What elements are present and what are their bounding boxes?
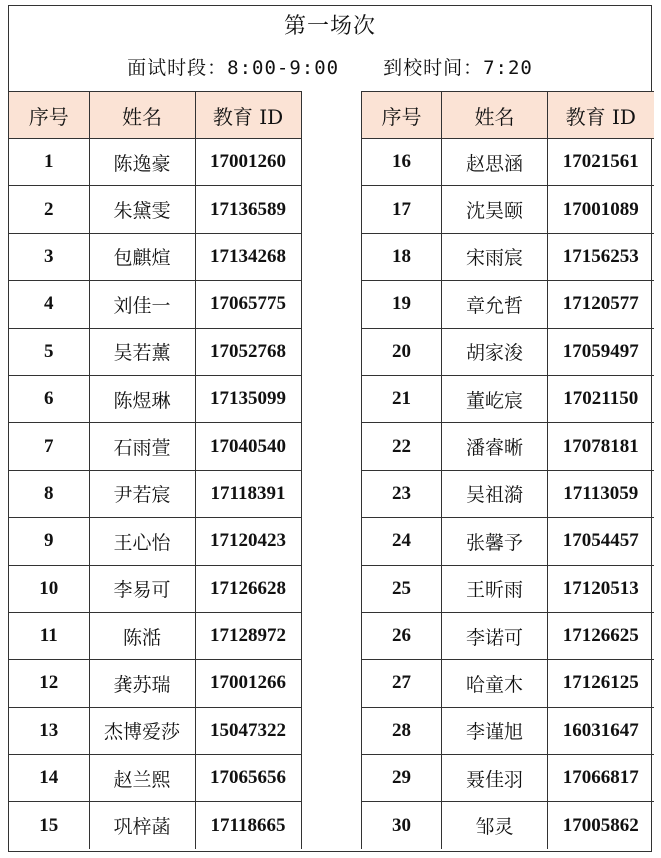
row-number: 9 xyxy=(9,518,89,565)
row-number: 21 xyxy=(362,375,442,422)
education-id: 15047322 xyxy=(195,707,301,754)
row-number: 29 xyxy=(362,755,442,802)
education-id: 17021561 xyxy=(548,139,654,186)
education-id: 17118665 xyxy=(195,802,301,849)
table-row xyxy=(362,423,654,470)
student-name: 陈逸豪 xyxy=(89,139,195,186)
row-number: 2 xyxy=(9,186,89,233)
table-row xyxy=(9,802,301,849)
table-row xyxy=(9,612,301,659)
student-name: 杰博爱莎 xyxy=(89,707,195,754)
education-id: 17052768 xyxy=(195,328,301,375)
column-header-edu-id: 教育 ID xyxy=(195,92,301,139)
student-name: 王心怡 xyxy=(89,518,195,565)
education-id: 17120423 xyxy=(195,518,301,565)
education-id: 17118391 xyxy=(195,470,301,517)
interview-period: 面试时段：8:00-9:00 xyxy=(127,57,340,79)
row-number: 26 xyxy=(362,612,442,659)
education-id: 17059497 xyxy=(548,328,654,375)
schedule-sheet xyxy=(8,5,652,852)
row-number: 6 xyxy=(9,375,89,422)
row-number: 23 xyxy=(362,470,442,517)
education-id: 17135099 xyxy=(195,375,301,422)
arrival-time: 到校时间：7:20 xyxy=(383,57,533,79)
row-number: 14 xyxy=(9,755,89,802)
row-number: 8 xyxy=(9,470,89,517)
student-name: 包麒煊 xyxy=(89,233,195,280)
student-name: 李诺可 xyxy=(442,612,548,659)
row-number: 16 xyxy=(362,139,442,186)
row-number: 27 xyxy=(362,660,442,707)
student-name: 哈童木 xyxy=(442,660,548,707)
column-header-number: 序号 xyxy=(9,92,89,139)
row-number: 28 xyxy=(362,707,442,754)
column-header-name: 姓名 xyxy=(89,92,195,139)
table-row xyxy=(9,518,301,565)
student-name: 赵兰熙 xyxy=(89,755,195,802)
education-id: 17120513 xyxy=(548,565,654,612)
student-name: 陈煜琳 xyxy=(89,375,195,422)
table-row xyxy=(9,565,301,612)
student-name: 刘佳一 xyxy=(89,281,195,328)
education-id: 17126625 xyxy=(548,612,654,659)
education-id: 16031647 xyxy=(548,707,654,754)
student-name: 尹若宸 xyxy=(89,470,195,517)
table-row xyxy=(362,281,654,328)
education-id: 17066817 xyxy=(548,755,654,802)
education-id: 17001089 xyxy=(548,186,654,233)
row-number: 5 xyxy=(9,328,89,375)
student-name: 李易可 xyxy=(89,565,195,612)
table-row xyxy=(362,470,654,517)
education-id: 17040540 xyxy=(195,423,301,470)
education-id: 17078181 xyxy=(548,423,654,470)
student-name: 聂佳羽 xyxy=(442,755,548,802)
table-header-row xyxy=(9,92,301,139)
education-id: 17065656 xyxy=(195,755,301,802)
row-number: 12 xyxy=(9,660,89,707)
table-row xyxy=(9,233,301,280)
education-id: 17128972 xyxy=(195,612,301,659)
student-name: 潘睿晰 xyxy=(442,423,548,470)
table-row xyxy=(362,233,654,280)
student-name: 宋雨宸 xyxy=(442,233,548,280)
table-row xyxy=(362,186,654,233)
student-name: 吴若薰 xyxy=(89,328,195,375)
table-row xyxy=(362,660,654,707)
education-id: 17005862 xyxy=(548,802,654,849)
table-row xyxy=(9,707,301,754)
table-row xyxy=(9,375,301,422)
row-number: 24 xyxy=(362,518,442,565)
row-number: 19 xyxy=(362,281,442,328)
education-id: 17113059 xyxy=(548,470,654,517)
row-number: 30 xyxy=(362,802,442,849)
table-row xyxy=(362,612,654,659)
row-number: 11 xyxy=(9,612,89,659)
student-name: 吴祖漪 xyxy=(442,470,548,517)
row-number: 22 xyxy=(362,423,442,470)
table-header-row xyxy=(362,92,654,139)
table-row xyxy=(362,802,654,849)
student-name: 朱黛雯 xyxy=(89,186,195,233)
table-row xyxy=(362,139,654,186)
schedule-info xyxy=(9,50,651,86)
student-name: 赵思涵 xyxy=(442,139,548,186)
row-number: 4 xyxy=(9,281,89,328)
row-number: 20 xyxy=(362,328,442,375)
table-row xyxy=(9,470,301,517)
student-name: 沈昊颐 xyxy=(442,186,548,233)
row-number: 1 xyxy=(9,139,89,186)
student-name: 张馨予 xyxy=(442,518,548,565)
roster-table-right xyxy=(361,91,654,849)
table-row xyxy=(362,375,654,422)
row-number: 25 xyxy=(362,565,442,612)
table-row xyxy=(9,281,301,328)
row-number: 7 xyxy=(9,423,89,470)
education-id: 17126125 xyxy=(548,660,654,707)
education-id: 17134268 xyxy=(195,233,301,280)
education-id: 17001260 xyxy=(195,139,301,186)
education-id: 17021150 xyxy=(548,375,654,422)
student-name: 巩梓菡 xyxy=(89,802,195,849)
student-name: 李谨旭 xyxy=(442,707,548,754)
table-row xyxy=(362,707,654,754)
table-row xyxy=(9,660,301,707)
table-row xyxy=(362,328,654,375)
table-row xyxy=(362,755,654,802)
row-number: 13 xyxy=(9,707,89,754)
row-number: 15 xyxy=(9,802,89,849)
education-id: 17120577 xyxy=(548,281,654,328)
column-header-number: 序号 xyxy=(362,92,442,139)
education-id: 17001266 xyxy=(195,660,301,707)
education-id: 17054457 xyxy=(548,518,654,565)
student-name: 邹灵 xyxy=(442,802,548,849)
column-header-name: 姓名 xyxy=(442,92,548,139)
row-number: 3 xyxy=(9,233,89,280)
student-name: 王昕雨 xyxy=(442,565,548,612)
table-row xyxy=(362,518,654,565)
table-row xyxy=(362,565,654,612)
student-name: 石雨萱 xyxy=(89,423,195,470)
row-number: 10 xyxy=(9,565,89,612)
student-name: 陈湉 xyxy=(89,612,195,659)
table-row xyxy=(9,755,301,802)
student-name: 龚苏瑞 xyxy=(89,660,195,707)
student-name: 章允哲 xyxy=(442,281,548,328)
page-title: 第一场次 xyxy=(283,14,376,39)
roster-table-left xyxy=(9,91,302,849)
column-header-edu-id: 教育 ID xyxy=(548,92,654,139)
row-number: 18 xyxy=(362,233,442,280)
table-row xyxy=(9,328,301,375)
education-id: 17156253 xyxy=(548,233,654,280)
table-row xyxy=(9,186,301,233)
student-name: 胡家浚 xyxy=(442,328,548,375)
table-row xyxy=(9,139,301,186)
row-number: 17 xyxy=(362,186,442,233)
education-id: 17126628 xyxy=(195,565,301,612)
student-name: 董屹宸 xyxy=(442,375,548,422)
education-id: 17136589 xyxy=(195,186,301,233)
education-id: 17065775 xyxy=(195,281,301,328)
table-row xyxy=(9,423,301,470)
